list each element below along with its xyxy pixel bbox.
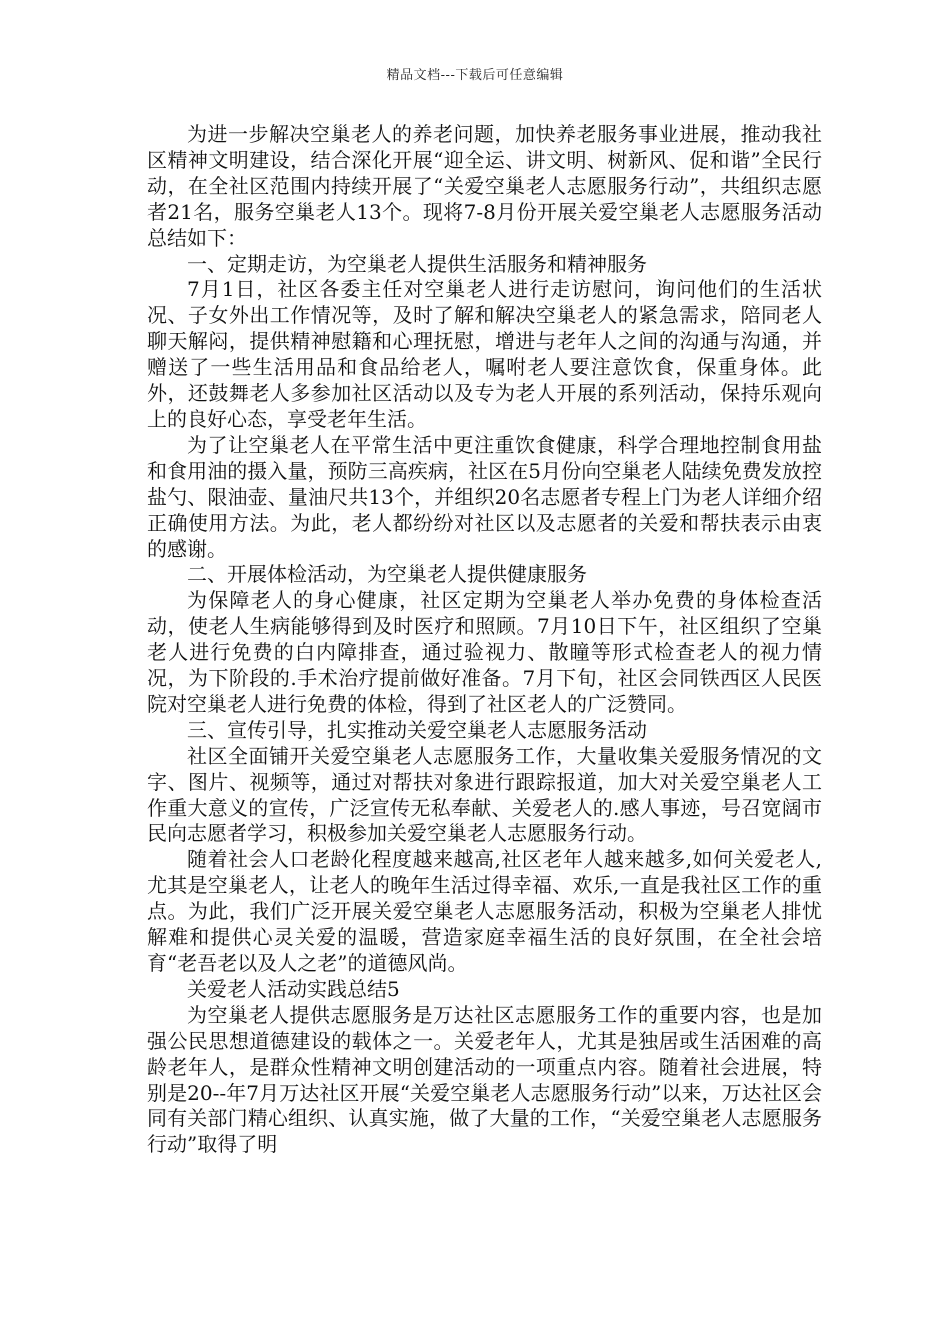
page-header: 精品文档---下载后可任意编辑 [386,68,564,83]
paragraph: 为了让空巢老人在平常生活中更注重饮食健康，科学合理地控制食用盐和食用油的摄入量，预防三高疾病，社区在5月份向空巢老人陆续免费发放控盐勺、限油壶、量油尺共13个，并组织20名志愿者专程上门为老人详细介绍正确使用方法。为此，老人都纷纷对社区以及志愿者的关爱和帮扶表示由衷的感谢。 [147,432,822,561]
document-body [147,122,822,1158]
section-heading-3: 三、宣传引导，扎实推动关爱空巢老人志愿服务活动 [187,717,647,742]
paragraph: 7月1日，社区各委主任对空巢老人进行走访慰问，询问他们的生活状况、子女外出工作情况等，及时了解和解决空巢老人的紧急需求，陪同老人聊天解闷，提供精神慰籍和心理抚慰，增进与老年人之间的沟通与沟通，并赠送了一些生活用品和食品给老人，嘱咐老人要注意饮食，保重身体。此外，还鼓舞老人多参加社区活动以及专为老人开展的系列活动，保持乐观向上的良好心态，享受老年生活。 [147,277,822,431]
section-heading-1: 一、定期走访，为空巢老人提供生活服务和精神服务 [187,251,647,276]
paragraph-intro: 为进一步解决空巢老人的养老问题，加快养老服务事业进展，推动我社区精神文明建设，结合深化开展“迎全运、讲文明、树新风、促和谐”全民行动，在全社区范围内持续开展了“关爱空巢老人志愿服务行动”，共组织志愿者21名，服务空巢老人13个。现将7-8月份开展关爱空巢老人志愿服务活动总结如下： [147,122,822,250]
paragraph: 社区全面铺开关爱空巢老人志愿服务工作，大量收集关爱服务情况的文字、图片、视频等，通过对帮扶对象进行跟踪报道，加大对关爱空巢老人工作重大意义的宣传，广泛宣传无私奉献、关爱老人的.感人事迹，号召宽阔市民向志愿者学习，积极参加关爱空巢老人志愿服务行动。 [147,743,822,846]
paragraph: 为空巢老人提供志愿服务是万达社区志愿服务工作的重要内容，也是加强公民思想道德建设的载体之一。关爱老年人，尤其是独居或生活困难的高龄老年人，是群众性精神文明创建活动的一项重点内容。随着社会进展，特别是20--年7月万达社区开展“关爱空巢老人志愿服务行动”以来，万达社区会同有关部门精心组织、认真实施，做了大量的工作，“关爱空巢老人志愿服务行动”取得了明 [147,1002,822,1157]
section-heading-2: 二、开展体检活动，为空巢老人提供健康服务 [187,562,587,587]
paragraph: 为保障老人的身心健康，社区定期为空巢老人举办免费的身体检查活动，使老人生病能够得到及时医疗和照顾。7月10日下午，社区组织了空巢老人进行免费的白内障排查，通过验视力、散瞳等形式检查老人的视力情况，为下阶段的.手术治疗提前做好准备。7月下旬，社区会同铁西区人民医院对空巢老人进行免费的体检，得到了社区老人的广泛赞同。 [147,588,822,716]
document-title: 关爱老人活动实践总结5 [187,976,400,1001]
paragraph: 随着社会人口老龄化程度越来越高,社区老年人越来越多,如何关爱老人,尤其是空巢老人，让老人的晚年生活过得幸福、欢乐,一直是我社区工作的重点。为此，我们广泛开展关爱空巢老人志愿服务活动，积极为空巢老人排忧解难和提供心灵关爱的温暖，营造家庭幸福生活的良好氛围，在全社会培育“老吾老以及人之老”的道德风尚。 [147,847,822,975]
